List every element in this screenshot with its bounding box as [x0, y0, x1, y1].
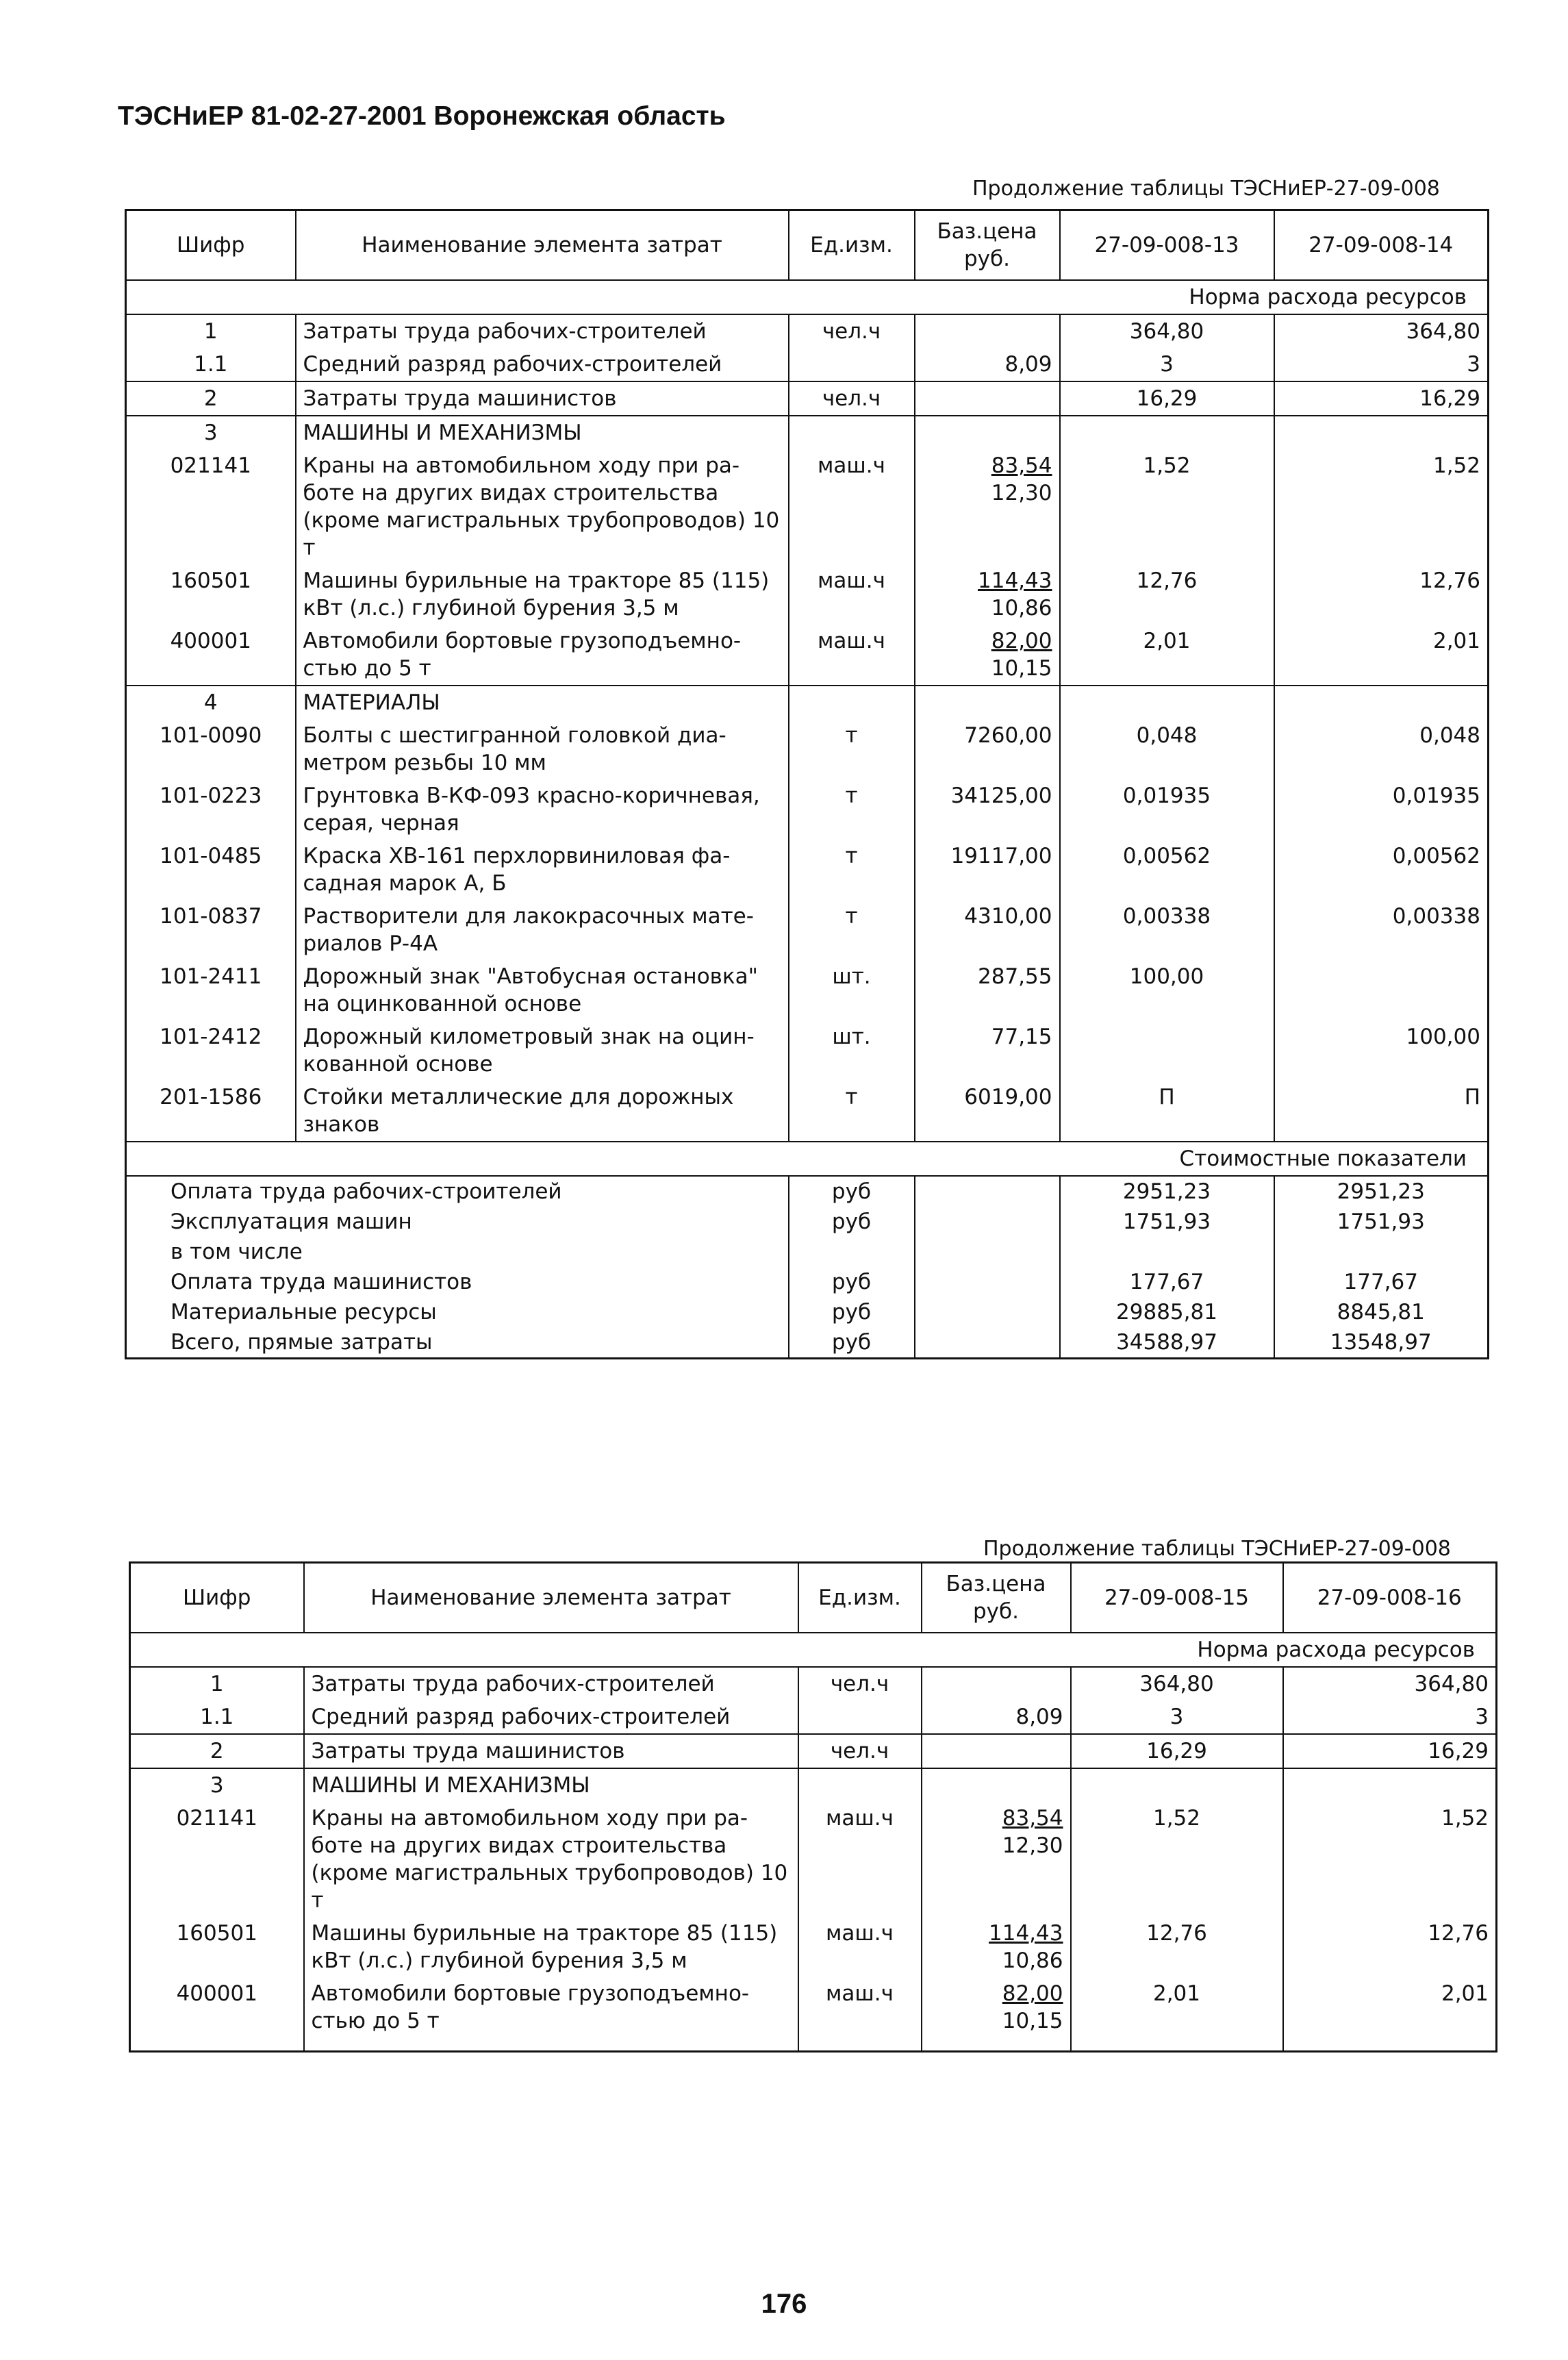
table-row [130, 1700, 1497, 1734]
summary-price-empty [915, 1207, 1060, 1237]
row-price [922, 1917, 1071, 1977]
table-row [130, 1768, 1497, 1802]
row-name: Затраты труда рабочих-строителей [296, 314, 789, 348]
summary-unit: руб [789, 1207, 915, 1237]
row-unit: чел.ч [789, 314, 915, 348]
row-unit: маш.ч [798, 1917, 922, 1977]
row-value-1 [1060, 686, 1274, 719]
row-price-total: 83,54 [1002, 1806, 1063, 1831]
table-row [126, 840, 1489, 900]
summary-price-empty [915, 1327, 1060, 1359]
table-row [126, 686, 1489, 719]
row-value-2 [1283, 1768, 1497, 1802]
summary-row [126, 1237, 1489, 1267]
summary-label: Оплата труда рабочих-строителей [126, 1176, 789, 1207]
row-value-1: 364,80 [1060, 314, 1274, 348]
row-value-1: 1,52 [1060, 449, 1274, 564]
summary-label: Материальные ресурсы [126, 1297, 789, 1327]
row-price: 77,15 [915, 1020, 1060, 1081]
row-name: МАШИНЫ И МЕХАНИЗМЫ [296, 416, 789, 449]
header-code: Шифр [130, 1563, 304, 1633]
norms-table-2 [129, 1561, 1497, 2053]
header-code: Шифр [126, 210, 296, 281]
summary-value-2: 177,67 [1274, 1267, 1489, 1297]
row-value-1: 16,29 [1060, 381, 1274, 416]
table-row [126, 314, 1489, 348]
summary-unit: руб [789, 1297, 915, 1327]
row-name: Болты с шестигранной головкой диа-метром резьбы 10 мм [296, 719, 789, 779]
table-row [130, 1802, 1497, 1917]
row-code: 021141 [126, 449, 296, 564]
row-name: Машины бурильные на тракторе 85 (115) кВт (л.с.) глубиной бурения 3,5 м [296, 564, 789, 625]
row-price-total: 114,43 [989, 1921, 1063, 1946]
row-value-2: 16,29 [1274, 381, 1489, 416]
row-unit: т [789, 840, 915, 900]
row-price [915, 625, 1060, 686]
row-value-2: 0,00562 [1274, 840, 1489, 900]
table-row [126, 779, 1489, 840]
row-unit: маш.ч [789, 449, 915, 564]
row-value-1 [1060, 1020, 1274, 1081]
row-value-1: 16,29 [1071, 1734, 1283, 1768]
row-value-2: 16,29 [1283, 1734, 1497, 1768]
row-value-2: 12,76 [1283, 1917, 1497, 1977]
summary-row [126, 1267, 1489, 1297]
row-unit: т [789, 1081, 915, 1142]
row-code: 3 [130, 1768, 304, 1802]
row-price-total: 82,00 [991, 629, 1052, 653]
row-code: 3 [126, 416, 296, 449]
row-value-1: 100,00 [1060, 960, 1274, 1020]
row-name: Автомобили бортовые грузоподъемно-стью до 5 т [296, 625, 789, 686]
summary-label: в том числе [126, 1237, 789, 1267]
table-row [126, 625, 1489, 686]
row-code: 021141 [130, 1802, 304, 1917]
row-value-2: П [1274, 1081, 1489, 1142]
summary-price-empty [915, 1176, 1060, 1207]
summary-row [126, 1207, 1489, 1237]
row-code: 101-0837 [126, 900, 296, 960]
row-value-2: 2,01 [1274, 625, 1489, 686]
row-code: 160501 [126, 564, 296, 625]
summary-value-1: 34588,97 [1060, 1327, 1274, 1359]
row-unit: т [789, 719, 915, 779]
row-unit [798, 1700, 922, 1734]
row-value-1: 0,048 [1060, 719, 1274, 779]
table-continuation-caption-2: Продолжение таблицы ТЭСНиЕР-27-09-008 [983, 1537, 1451, 1561]
summary-label: Эксплуатация машин [126, 1207, 789, 1237]
header-col-2: 27-09-008-16 [1283, 1563, 1497, 1633]
row-value-1: 3 [1071, 1700, 1283, 1734]
row-value-2: 1,52 [1283, 1802, 1497, 1917]
header-price: Баз.цена руб. [922, 1563, 1071, 1633]
header-price: Баз.цена руб. [915, 210, 1060, 281]
row-price: 34125,00 [915, 779, 1060, 840]
row-value-1 [1060, 416, 1274, 449]
header-unit: Ед.изм. [789, 210, 915, 281]
row-unit: чел.ч [789, 381, 915, 416]
summary-value-2: 8845,81 [1274, 1297, 1489, 1327]
table-row [126, 416, 1489, 449]
row-name: Машины бурильные на тракторе 85 (115) кВт (л.с.) глубиной бурения 3,5 м [304, 1917, 798, 1977]
table-header-row [126, 210, 1489, 281]
row-code: 2 [126, 381, 296, 416]
summary-unit [789, 1237, 915, 1267]
row-code: 160501 [130, 1917, 304, 1977]
table-row [126, 960, 1489, 1020]
summary-price-empty [915, 1267, 1060, 1297]
row-price: 4310,00 [915, 900, 1060, 960]
row-price-total: 114,43 [978, 568, 1052, 593]
row-code: 1 [130, 1667, 304, 1700]
table-continuation-caption: Продолжение таблицы ТЭСНиЕР-27-09-008 [972, 177, 1440, 201]
table-header-row [130, 1563, 1497, 1633]
table-row [126, 449, 1489, 564]
row-name: Автомобили бортовые грузоподъемно-стью до 5 т [304, 1977, 798, 2037]
page-title: ТЭСНиЕР 81-02-27-2001 Воронежская область [118, 101, 726, 131]
row-name: Дорожный километровый знак на оцин-кованной основе [296, 1020, 789, 1081]
row-unit [798, 1768, 922, 1802]
norms-band-label: Норма расхода ресурсов [1060, 280, 1489, 314]
summary-value-2 [1274, 1237, 1489, 1267]
table-row [130, 1977, 1497, 2037]
row-value-2: 3 [1274, 348, 1489, 381]
table-row [126, 348, 1489, 381]
row-value-2: 364,80 [1274, 314, 1489, 348]
row-price-wages: 10,86 [991, 596, 1052, 620]
page-number: 176 [761, 2289, 807, 2319]
row-price [922, 1667, 1071, 1700]
summary-row [126, 1176, 1489, 1207]
row-code: 101-2412 [126, 1020, 296, 1081]
norms-band-label: Норма расхода ресурсов [1071, 1633, 1497, 1667]
table-row [126, 1081, 1489, 1142]
row-code: 400001 [126, 625, 296, 686]
summary-value-2: 2951,23 [1274, 1176, 1489, 1207]
row-price [915, 686, 1060, 719]
row-price: 19117,00 [915, 840, 1060, 900]
summary-unit: руб [789, 1176, 915, 1207]
row-value-2: 0,00338 [1274, 900, 1489, 960]
row-unit: шт. [789, 1020, 915, 1081]
row-value-1: 0,01935 [1060, 779, 1274, 840]
table-row [126, 381, 1489, 416]
summary-price-empty [915, 1237, 1060, 1267]
row-price: 7260,00 [915, 719, 1060, 779]
summary-value-1: 29885,81 [1060, 1297, 1274, 1327]
row-price [915, 564, 1060, 625]
row-name: Краны на автомобильном ходу при ра-боте на других видах строительства (кроме магистральных трубопроводов) 10 т [296, 449, 789, 564]
row-unit: т [789, 779, 915, 840]
norms-table-1 [125, 209, 1489, 1359]
row-value-2 [1274, 960, 1489, 1020]
row-name: МАТЕРИАЛЫ [296, 686, 789, 719]
row-value-1: 0,00562 [1060, 840, 1274, 900]
row-value-2: 0,048 [1274, 719, 1489, 779]
row-unit: шт. [789, 960, 915, 1020]
row-price-wages: 12,30 [1002, 1833, 1063, 1858]
row-value-1: 2,01 [1060, 625, 1274, 686]
table-row [130, 1667, 1497, 1700]
row-value-2: 0,01935 [1274, 779, 1489, 840]
row-price-wages: 12,30 [991, 481, 1052, 505]
row-value-2 [1274, 686, 1489, 719]
row-name: Растворители для лакокрасочных мате-риалов Р-4А [296, 900, 789, 960]
row-price [922, 1977, 1071, 2037]
row-code: 4 [126, 686, 296, 719]
row-unit: маш.ч [798, 1977, 922, 2037]
row-name: Дорожный знак "Автобусная остановка" на оцинкованной основе [296, 960, 789, 1020]
summary-price-empty [915, 1297, 1060, 1327]
table-row [130, 1917, 1497, 1977]
row-price-wages: 10,86 [1002, 1948, 1063, 1973]
summary-value-1: 177,67 [1060, 1267, 1274, 1297]
header-col-1: 27-09-008-13 [1060, 210, 1274, 281]
row-value-1: 3 [1060, 348, 1274, 381]
row-code: 101-0485 [126, 840, 296, 900]
table-row [126, 719, 1489, 779]
row-price-total: 82,00 [1002, 1981, 1063, 2006]
row-name: Затраты труда машинистов [296, 381, 789, 416]
row-value-2: 1,52 [1274, 449, 1489, 564]
row-price-wages: 10,15 [1002, 2009, 1063, 2033]
row-price-total: 83,54 [991, 453, 1052, 478]
table-row [126, 900, 1489, 960]
row-name: Затраты труда рабочих-строителей [304, 1667, 798, 1700]
row-price: 8,09 [915, 348, 1060, 381]
row-price [915, 314, 1060, 348]
row-price [922, 1734, 1071, 1768]
costs-band-label: Стоимостные показатели [1060, 1142, 1489, 1176]
row-code: 101-2411 [126, 960, 296, 1020]
summary-value-2: 13548,97 [1274, 1327, 1489, 1359]
norms-band-row [130, 1633, 1497, 1667]
summary-value-1 [1060, 1237, 1274, 1267]
row-name: Стойки металлические для дорожных знаков [296, 1081, 789, 1142]
summary-row [126, 1297, 1489, 1327]
row-price-wages: 10,15 [991, 656, 1052, 681]
row-unit: т [789, 900, 915, 960]
summary-unit: руб [789, 1327, 915, 1359]
row-unit [789, 348, 915, 381]
row-name: Краны на автомобильном ходу при ра-боте на других видах строительства (кроме магистральных трубопроводов) 10 т [304, 1802, 798, 1917]
header-col-1: 27-09-008-15 [1071, 1563, 1283, 1633]
row-price [915, 449, 1060, 564]
row-code: 1.1 [130, 1700, 304, 1734]
norms-band-row [126, 280, 1489, 314]
header-col-2: 27-09-008-14 [1274, 210, 1489, 281]
row-price [922, 1802, 1071, 1917]
header-name: Наименование элемента затрат [296, 210, 789, 281]
row-unit [789, 686, 915, 719]
row-name: МАШИНЫ И МЕХАНИЗМЫ [304, 1768, 798, 1802]
row-code: 1.1 [126, 348, 296, 381]
row-value-2: 12,76 [1274, 564, 1489, 625]
summary-label: Всего, прямые затраты [126, 1327, 789, 1359]
row-value-2 [1274, 416, 1489, 449]
row-value-2: 364,80 [1283, 1667, 1497, 1700]
row-code: 2 [130, 1734, 304, 1768]
row-value-1: 2,01 [1071, 1977, 1283, 2037]
table-row [130, 1734, 1497, 1768]
row-unit: маш.ч [798, 1802, 922, 1917]
row-price: 287,55 [915, 960, 1060, 1020]
row-value-1: 1,52 [1071, 1802, 1283, 1917]
row-unit: маш.ч [789, 625, 915, 686]
row-code: 1 [126, 314, 296, 348]
row-name: Затраты труда машинистов [304, 1734, 798, 1768]
header-unit: Ед.изм. [798, 1563, 922, 1633]
row-value-1: П [1060, 1081, 1274, 1142]
summary-value-2: 1751,93 [1274, 1207, 1489, 1237]
row-code: 101-0090 [126, 719, 296, 779]
summary-value-1: 1751,93 [1060, 1207, 1274, 1237]
row-unit: чел.ч [798, 1667, 922, 1700]
row-price: 8,09 [922, 1700, 1071, 1734]
summary-unit: руб [789, 1267, 915, 1297]
row-name: Средний разряд рабочих-строителей [296, 348, 789, 381]
table-bottom-spacer [130, 2037, 1497, 2051]
summary-value-1: 2951,23 [1060, 1176, 1274, 1207]
row-value-1: 364,80 [1071, 1667, 1283, 1700]
row-price [915, 416, 1060, 449]
table-row [126, 564, 1489, 625]
row-value-2: 3 [1283, 1700, 1497, 1734]
row-value-1: 0,00338 [1060, 900, 1274, 960]
row-code: 400001 [130, 1977, 304, 2037]
row-price: 6019,00 [915, 1081, 1060, 1142]
row-unit: чел.ч [798, 1734, 922, 1768]
row-unit: маш.ч [789, 564, 915, 625]
row-value-2: 2,01 [1283, 1977, 1497, 2037]
row-value-1: 12,76 [1060, 564, 1274, 625]
row-price [915, 381, 1060, 416]
row-name: Краска ХВ-161 перхлорвиниловая фа-садная марок А, Б [296, 840, 789, 900]
header-name: Наименование элемента затрат [304, 1563, 798, 1633]
row-value-1: 12,76 [1071, 1917, 1283, 1977]
summary-label: Оплата труда машинистов [126, 1267, 789, 1297]
row-price [922, 1768, 1071, 1802]
summary-row [126, 1327, 1489, 1359]
row-value-2: 100,00 [1274, 1020, 1489, 1081]
row-name: Средний разряд рабочих-строителей [304, 1700, 798, 1734]
row-code: 101-0223 [126, 779, 296, 840]
row-unit [789, 416, 915, 449]
row-name: Грунтовка В-КФ-093 красно-коричневая, серая, черная [296, 779, 789, 840]
row-code: 201-1586 [126, 1081, 296, 1142]
row-value-1 [1071, 1768, 1283, 1802]
costs-band-row [126, 1142, 1489, 1176]
table-row [126, 1020, 1489, 1081]
